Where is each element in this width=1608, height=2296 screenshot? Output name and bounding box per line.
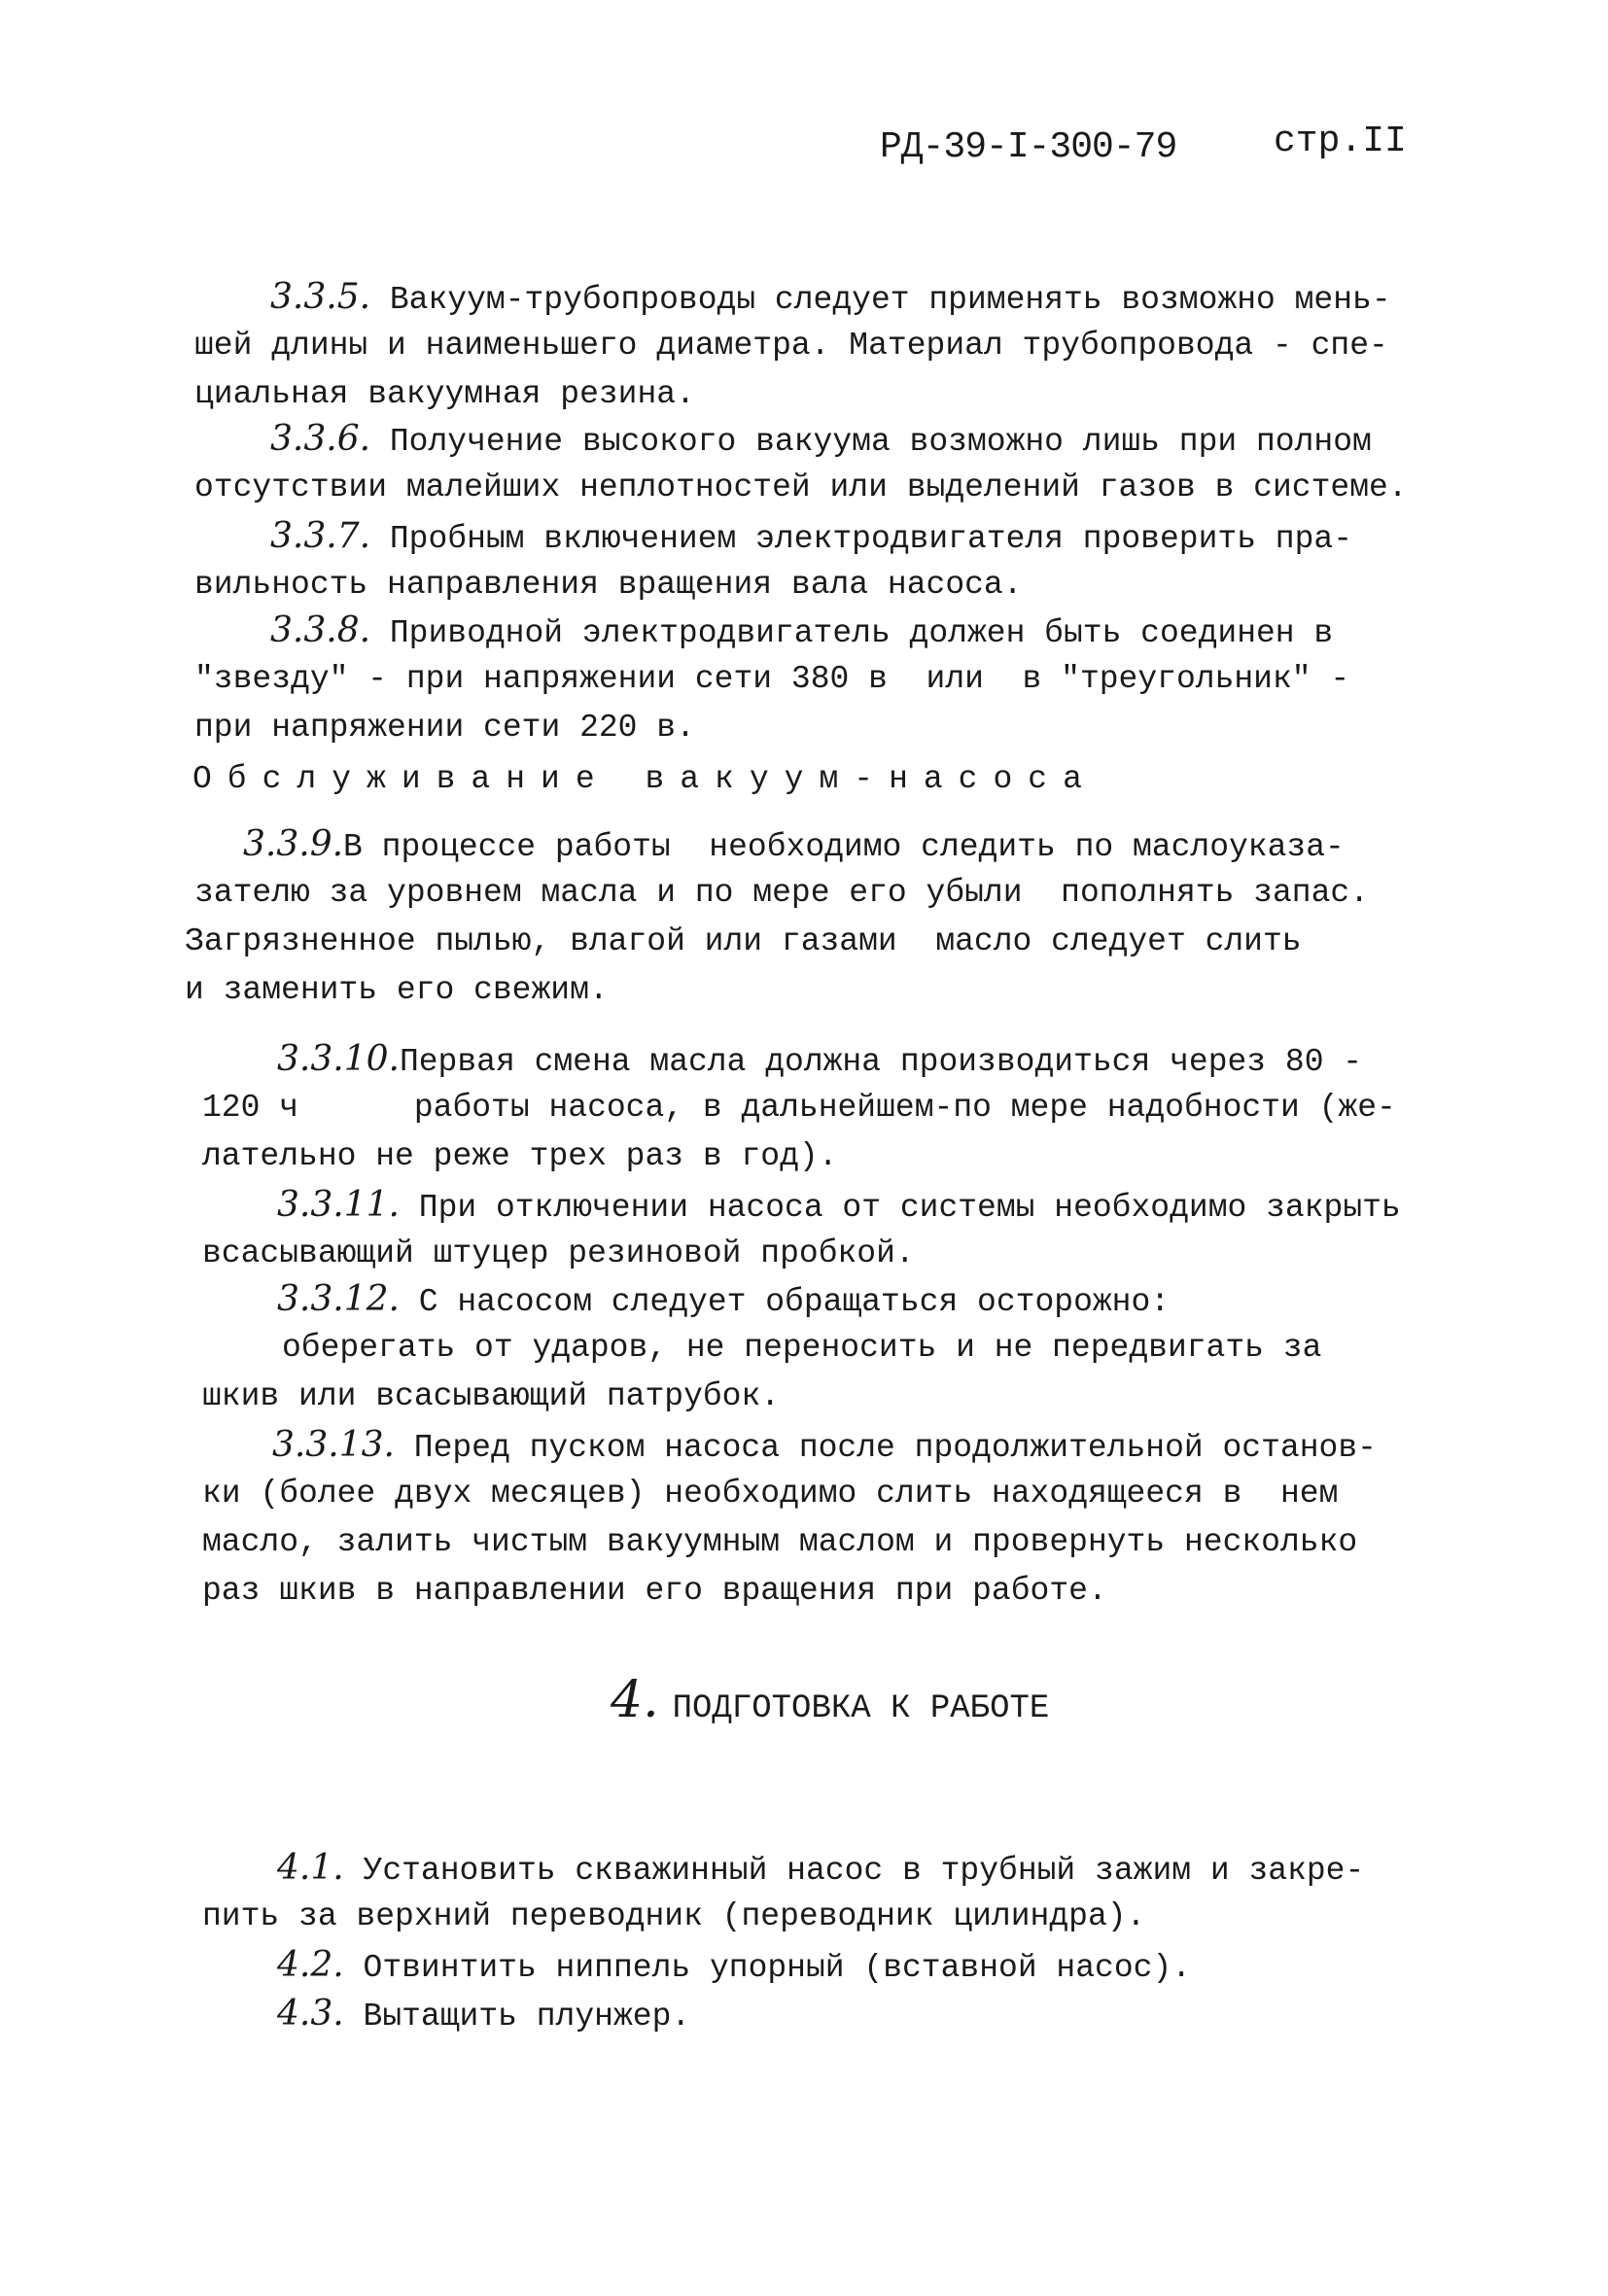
paragraph-number: 3.3.13. [272, 1425, 395, 1465]
paragraph-text: Отвинтить ниппель упорный (вставной насос). [363, 1950, 1192, 1986]
paragraph-text: Вакуум-трубопроводы следует применять возможно мень- [389, 282, 1391, 318]
paragraph-text: В процессе работы необходимо следить по маслоуказа- [343, 829, 1345, 865]
paragraph-4-3-line-1 [277, 1991, 690, 2040]
paragraph-3-3-13-line-1 [272, 1422, 1377, 1472]
paragraph-text: С насосом следует обращаться осторожно: [418, 1284, 1171, 1320]
paragraph-text: Установить скважинный насос в трубный зажим и закре- [363, 1853, 1365, 1889]
paragraph-number: 4.2. [277, 1945, 344, 1985]
paragraph-3-3-5-line-2: шей длины и наименьшего диаметра. Материал трубопровода - спе- [194, 328, 1388, 364]
paragraph-3-3-9-line-3: Загрязненное пылью, влагой или газами масло следует слить [185, 923, 1302, 959]
paragraph-3-3-12-line-2: оберегать от ударов, не переносить и не передвигать за [282, 1330, 1322, 1366]
paragraph-3-3-8-line-1 [270, 608, 1333, 657]
page-number: стр.II [1274, 121, 1407, 162]
paragraph-3-3-8-line-3: при напряжении сети 220 в. [194, 710, 695, 746]
paragraph-text: Пробным включением электродвигателя проверить пра- [389, 521, 1353, 557]
paragraph-4-2-line-1 [277, 1942, 1191, 1992]
paragraph-3-3-9-line-4: и заменить его свежим. [185, 972, 609, 1008]
paragraph-text: Вытащить плунжер. [363, 1999, 691, 2035]
paragraph-number: 4.3. [277, 1994, 344, 2034]
paragraph-3-3-9-line-1 [243, 821, 1345, 871]
section-title-text: ПОДГОТОВКА К РАБОТЕ [672, 1690, 1050, 1727]
paragraph-3-3-13-line-2: ки (более двух месяцев) необходимо слить находящееся в нем [202, 1476, 1339, 1512]
paragraph-3-3-12-line-1 [277, 1276, 1170, 1326]
paragraph-3-3-9-line-2: зателю за уровнем масла и по мере его убыли пополнять запас. [194, 875, 1369, 911]
paragraph-number: 3.3.12. [277, 1279, 400, 1319]
paragraph-text: При отключении насоса от системы необходимо закрыть [418, 1190, 1401, 1226]
paragraph-3-3-6-line-1 [270, 416, 1372, 466]
paragraph-number: 4.1. [277, 1848, 344, 1888]
section-number: 4. [611, 1671, 659, 1729]
paragraph-3-3-13-line-3: масло, залить чистым вакуумным маслом и провернуть несколько [202, 1524, 1358, 1560]
section-4-title [611, 1671, 1050, 1732]
document-code: РД-39-I-300-79 [880, 126, 1177, 168]
paragraph-3-3-7-line-2: вильность направления вращения вала насоса. [194, 567, 1023, 603]
paragraph-3-3-12-line-3: шкив или всасывающий патрубок. [202, 1378, 781, 1414]
paragraph-number: 3.3.8. [270, 610, 371, 650]
section-heading-service: Обслуживание вакуум-насоса [192, 761, 1098, 797]
paragraph-text: Перед пуском насоса после продолжительной останов- [413, 1430, 1377, 1466]
paragraph-4-1-line-2: пить за верхний переводник (переводник цилиндра). [202, 1898, 1146, 1934]
paragraph-3-3-6-line-2: отсутствии малейших неплотностей или выделений газов в системе. [194, 470, 1408, 505]
paragraph-3-3-8-line-2: "звезду" - при напряжении сети 380 в или в "треугольник" - [194, 661, 1350, 697]
paragraph-3-3-7-line-1 [270, 513, 1352, 563]
paragraph-number: 3.3.6. [270, 419, 371, 459]
paragraph-3-3-11-line-1 [277, 1182, 1401, 1232]
paragraph-number: 3.3.11. [277, 1185, 400, 1225]
paragraph-3-3-13-line-4: раз шкив в направлении его вращения при работе. [202, 1573, 1107, 1609]
paragraph-text: Первая смена масла должна производиться через 80 - [399, 1044, 1363, 1080]
paragraph-text: Приводной электродвигатель должен быть соединен в [389, 615, 1334, 651]
paragraph-3-3-10-line-2: 120 ч работы насоса, в дальнейшем-по мере надобности (же- [202, 1090, 1396, 1126]
paragraph-text: Получение высокого вакуума возможно лишь при полном [389, 424, 1372, 460]
paragraph-number: 3.3.10. [277, 1039, 400, 1079]
paragraph-number: 3.3.7. [270, 516, 371, 556]
paragraph-3-3-10-line-1 [277, 1036, 1362, 1086]
paragraph-number: 3.3.5. [270, 277, 371, 317]
paragraph-4-1-line-1 [277, 1845, 1364, 1895]
paragraph-3-3-10-line-3: лательно не реже трех раз в год). [202, 1138, 838, 1174]
paragraph-3-3-5-line-1 [270, 274, 1391, 324]
paragraph-3-3-11-line-2: всасывающий штуцер резиновой пробкой. [202, 1235, 915, 1271]
paragraph-3-3-5-line-3: циальная вакуумная резина. [194, 376, 695, 412]
paragraph-number: 3.3.9. [243, 824, 344, 864]
